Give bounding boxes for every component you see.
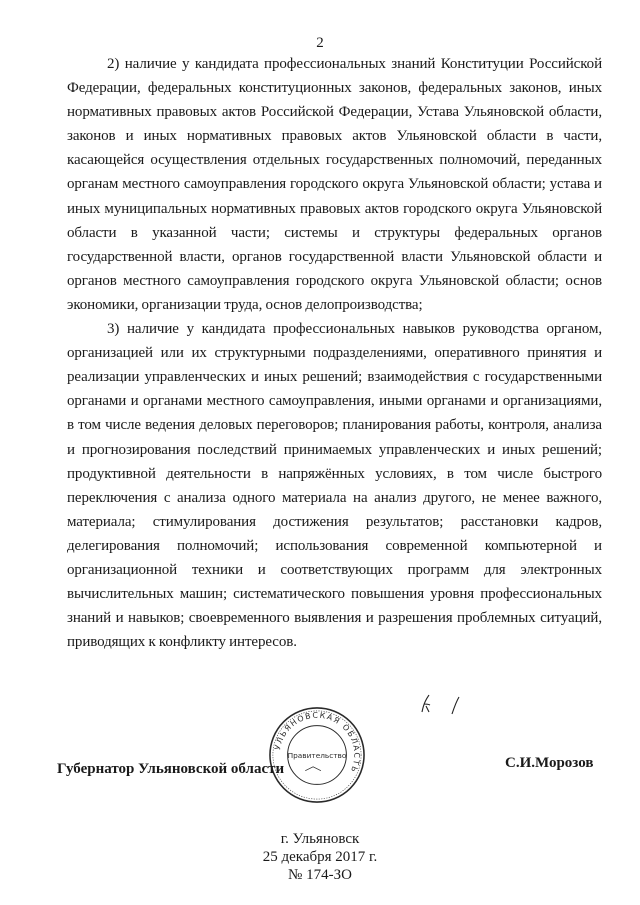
handwritten-signature-marks bbox=[418, 692, 466, 716]
seal-center-text: Правительство bbox=[287, 750, 347, 760]
page-number: 2 bbox=[316, 35, 324, 51]
paragraph-item-2: 2) наличие у кандидата профессиональных знаний Конституции Российской Федерации, федеральных конституционных законов, федеральных законов, иных нормативных правовых актов Российской Федерации, Устава Ульяновской области, законов и иных нормативных правовых актов Ульяновской области в части, касающейся осуществления отдельных государственных полномочий, переданных органам местного самоуправления городского округа Ульяновской области; устава и иных муниципальных нормативных правовых актов городского округа Ульяновской области в указанной части; системы и структуры федеральных органов государственной власти, органов государственной власти Ульяновской области и органов местного самоуправления городского округа Ульяновской области; основ экономики, организации труда, основ делопроизводства; bbox=[67, 56, 602, 313]
footer-city: г. Ульяновск bbox=[280, 831, 360, 847]
footer-law-number: № 174-ЗО bbox=[288, 867, 352, 883]
footer-date: 25 декабря 2017 г. bbox=[262, 849, 378, 865]
paragraph-item-3: 3) наличие у кандидата профессиональных навыков руководства органом, организацией или их структурными подразделениями, оперативного принятия и реализации управленческих и иных решений; взаимодействия с государственными органами и органами местного самоуправления, иными органами и организациями, в том числе ведения деловых переговоров; планирования работы, контроля, анализа и прогнозирования последствий принимаемых управленческих и иных решений; продуктивной деятельности в напряжённых условиях, в том числе быстрого переключения с анализа одного материала на анализ другого, не менее важного, материала; стимулирования достижения результатов; расстановки кадров, делегирования полномочий; использования современной компьютерной и организационной техники и соответствующих программ для электронных вычислительных машин; систематического повышения уровня профессиональных знаний и навыков; своевременного выявления и разрешения проблемных ситуаций, приводящих к конфликту интересов. bbox=[67, 321, 602, 651]
seal-outer-text: УЛЬЯНОВСКАЯ ОБЛАСТЬ bbox=[273, 710, 362, 775]
document-body bbox=[67, 52, 602, 654]
signatory-title: Губернатор Ульяновской области bbox=[57, 761, 285, 777]
official-seal-icon bbox=[268, 706, 366, 804]
signatory-name: С.И.Морозов bbox=[505, 755, 594, 771]
document-footer bbox=[0, 830, 640, 884]
